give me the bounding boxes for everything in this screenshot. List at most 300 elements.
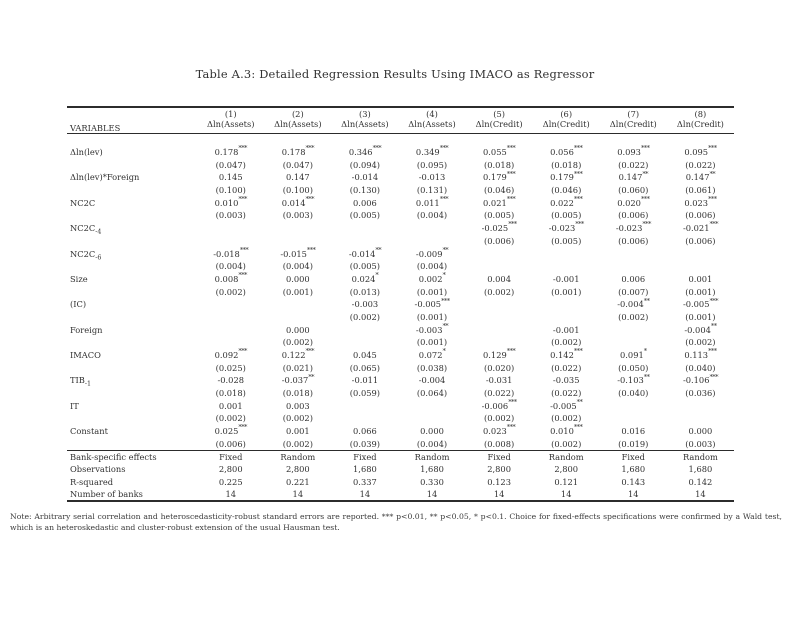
se-cell: (0.059) [349,388,381,399]
coef-cell: 0.000 [688,426,713,437]
se-cell [600,412,667,425]
column-dv-header: Δln(Assets) [197,119,264,133]
table-header [67,107,734,133]
se-cell: (0.002) [349,311,381,322]
variable-label: Size [70,273,88,284]
coef-cell: 0.014*** [281,195,314,208]
se-cell: (0.002) [282,337,313,348]
se-cell: (0.040) [685,362,716,373]
coef-cell: 0.016 [621,426,646,437]
se-cell: (0.005) [349,210,381,221]
stats-cell: 0.337 [353,477,377,488]
stats-cell: 0.225 [218,477,243,488]
column-number-header: (6) [560,109,573,119]
se-cell: (0.005) [349,261,381,272]
se-cell: (0.022) [551,388,582,399]
coef-cell [466,247,533,260]
coef-cell: 0.010*** [550,423,583,437]
stats-cell: 1,680 [420,464,444,475]
se-cell [331,336,398,349]
coef-cell: -0.023*** [615,220,651,234]
se-cell: (0.004) [416,261,448,272]
stats-cell: 0.221 [285,477,310,488]
stderr-row [67,311,734,324]
coef-cell: 0.092*** [214,347,247,361]
header-spacer-cell [67,107,197,119]
stats-cell: 0.123 [487,477,511,488]
stderr-label-spacer [67,361,197,374]
coef-cell: 0.023*** [684,195,717,208]
se-cell: (0.005) [551,210,582,221]
se-cell: (0.008) [483,438,515,449]
coef-cell [197,323,264,336]
se-cell: (0.065) [349,362,381,373]
se-cell [667,260,734,273]
coef-cell: -0.025*** [481,220,517,234]
variable-label: NC2C [70,197,96,208]
stats-cell: Fixed [466,450,533,463]
coef-cell: 0.021*** [483,195,516,208]
variable-label: IMACO [70,350,101,361]
coef-cell [197,222,264,235]
coef-cell: 0.002* [418,271,446,284]
coefficient-rows [67,133,734,450]
se-cell [466,260,533,273]
variable-row [67,323,734,336]
coef-cell [264,222,331,235]
se-cell [331,235,398,248]
se-cell: (0.001) [416,337,448,348]
coef-cell: 0.122*** [281,347,314,361]
variable-label: Δln(lev)*Foreign [70,172,140,183]
se-cell: (0.046) [483,185,515,196]
stats-cell: 0.142 [688,477,713,488]
se-cell: (0.018) [215,388,246,399]
stderr-row [67,387,734,400]
stats-cell: 0.330 [420,477,444,488]
se-cell: (0.003) [215,210,246,221]
coef-cell [533,298,600,311]
stderr-row [67,336,734,349]
coef-cell: -0.014 [351,172,379,183]
coef-cell [667,399,734,412]
variable-row [67,349,734,362]
column-number-header: (1) [224,109,237,119]
stats-row [67,450,734,463]
stats-cell: 0.143 [621,477,646,488]
coef-cell [667,247,734,260]
se-cell [466,311,533,324]
coef-cell: 0.147** [685,169,716,183]
se-cell: (0.022) [685,159,716,170]
coef-cell: -0.031 [485,375,513,386]
se-cell: (0.130) [349,185,381,196]
coef-cell: 0.145 [218,172,243,183]
coef-cell [533,247,600,260]
stats-cell: Fixed [600,450,667,463]
se-cell: (0.021) [282,362,313,373]
coef-cell [331,323,398,336]
coef-cell [331,399,398,412]
se-cell: (0.002) [685,337,716,348]
stats-cell: Random [533,450,600,463]
se-cell: (0.022) [618,159,649,170]
coef-cell: 0.113*** [684,347,717,361]
se-cell: (0.006) [215,438,246,449]
stderr-label-spacer [67,209,197,222]
se-cell [331,412,398,425]
column-number-row [67,107,734,119]
coef-cell: 0.066 [353,426,377,437]
variable-row [67,222,734,235]
se-cell: (0.013) [349,286,381,297]
coef-cell [466,298,533,311]
variable-label: Constant [70,426,108,437]
coef-cell: 0.129*** [483,347,516,361]
stderr-row [67,361,734,374]
stats-cell: 14 [225,489,237,500]
coef-cell: 0.001 [688,273,713,284]
coef-cell: -0.023*** [548,220,584,234]
se-cell: (0.019) [618,438,649,449]
variable-row [67,247,734,260]
se-cell [533,260,600,273]
se-cell [600,336,667,349]
spacer-cell [67,133,734,146]
se-cell: (0.001) [416,311,448,322]
se-cell [398,235,465,248]
regression-table [67,106,734,502]
se-cell: (0.018) [483,159,515,170]
coef-cell: 0.178*** [281,144,314,158]
se-cell: (0.001) [416,286,448,297]
coef-cell: 0.020*** [617,195,650,208]
se-cell: (0.040) [618,388,649,399]
coef-cell [197,298,264,311]
se-cell: (0.025) [215,362,246,373]
se-cell [667,412,734,425]
se-cell: (0.131) [416,185,448,196]
variable-label: Δln(lev) [70,147,103,158]
coef-cell: 0.095*** [684,144,717,158]
coef-cell: 0.010*** [214,195,247,208]
coef-cell: 0.178*** [214,144,247,158]
se-cell: (0.006) [483,235,515,246]
coef-cell: -0.003** [415,321,449,335]
stderr-label-spacer [67,184,197,197]
stats-label: R-squared [70,477,114,488]
coef-cell: 0.011*** [415,195,449,208]
se-cell [600,260,667,273]
se-cell: (0.002) [282,413,313,424]
column-dv-header: Δln(Credit) [533,119,600,133]
coef-cell: 0.179*** [483,169,516,183]
variable-row [67,146,734,159]
se-cell: (0.018) [282,388,313,399]
stats-cell: 14 [359,489,371,500]
se-cell: (0.020) [483,362,515,373]
coef-cell: 0.000 [285,273,310,284]
stderr-row [67,158,734,171]
coef-cell [600,399,667,412]
se-cell: (0.002) [215,413,246,424]
coef-cell: 0.056*** [550,144,583,158]
variable-label: $NC2C_{-4}$ [70,223,102,236]
stats-row [67,463,734,476]
variables-header: VARIABLES [67,119,197,133]
se-cell: (0.002) [483,413,515,424]
stderr-label-spacer [67,412,197,425]
se-cell: (0.100) [215,185,246,196]
coef-cell: 0.055*** [483,144,516,158]
stderr-row [67,438,734,451]
column-number-header: (3) [359,109,371,119]
se-cell: (0.005) [551,235,582,246]
se-cell: (0.004) [416,438,448,449]
variable-row [67,273,734,286]
spacer-row [67,133,734,146]
se-cell: (0.004) [416,210,448,221]
se-cell: (0.047) [282,159,313,170]
stats-cell: 14 [695,489,706,500]
coef-cell: 0.000 [285,324,310,335]
coef-cell: -0.021*** [682,220,718,234]
coef-cell: -0.006*** [481,398,517,411]
stderr-row [67,209,734,222]
column-number-header: (8) [694,109,707,119]
coef-cell: -0.014** [348,245,381,259]
column-number-header: (4) [426,109,438,119]
stderr-row [67,235,734,248]
stderr-row [67,260,734,273]
coef-cell: 0.142*** [550,347,583,361]
se-cell: (0.001) [685,311,716,322]
stderr-label-spacer [67,336,197,349]
stderr-row [67,285,734,298]
coef-cell: -0.015*** [280,245,316,259]
stderr-label-spacer [67,260,197,273]
column-dv-header: Δln(Credit) [466,119,533,133]
stats-cell: 14 [560,489,572,500]
coef-cell: -0.106*** [682,372,718,386]
coef-cell: 0.003 [285,400,310,411]
stats-label: Number of banks [70,489,143,500]
coef-cell: 0.006 [353,197,377,208]
se-cell: (0.022) [551,362,582,373]
coef-cell: 0.346*** [348,144,381,158]
coef-cell: 0.024* [351,271,379,284]
se-cell: (0.002) [282,438,313,449]
se-cell: (0.002) [551,337,582,348]
variable-row [67,298,734,311]
coef-cell: 0.072* [418,347,446,361]
column-number-header: (7) [627,109,640,119]
variable-label: (IC) [70,299,87,310]
column-dv-header: Δln(Credit) [667,119,734,133]
column-dv-header: Δln(Assets) [264,119,331,133]
se-cell: (0.004) [215,261,246,272]
se-cell [264,235,331,248]
se-cell: (0.036) [685,388,716,399]
variable-row [67,374,734,387]
coef-cell: 0.000 [420,426,444,437]
column-dv-header: Δln(Assets) [331,119,398,133]
stats-cell: 2,800 [285,464,310,475]
se-cell [466,336,533,349]
coef-cell: -0.035 [552,375,580,386]
coef-cell: -0.011 [351,375,379,386]
stats-row [67,489,734,502]
stats-cell: 2,800 [218,464,243,475]
coef-cell: -0.004** [617,296,650,310]
coef-cell [466,323,533,336]
stats-cell: 2,800 [487,464,511,475]
coef-cell: -0.009** [415,245,449,259]
coef-cell: -0.018*** [213,245,249,259]
se-cell: (0.046) [551,185,582,196]
stderr-label-spacer [67,311,197,324]
stats-cell: 1,680 [353,464,377,475]
se-cell: (0.006) [618,210,649,221]
se-cell: (0.002) [551,438,582,449]
se-cell: (0.094) [349,159,381,170]
se-cell: (0.001) [551,286,582,297]
coef-cell: 0.001 [285,426,310,437]
coef-cell [264,298,331,311]
coef-cell: 0.025*** [214,423,247,437]
coef-cell: 0.147 [285,172,310,183]
se-cell: (0.047) [215,159,246,170]
se-cell: (0.002) [618,311,649,322]
stats-cell: 0.121 [554,477,579,488]
coef-cell: -0.103** [617,372,650,386]
stats-cell: 14 [292,489,304,500]
se-cell [197,336,264,349]
stats-label: Bank-specific effects [67,450,197,463]
stats-cell: Random [264,450,331,463]
table-footnote: Note: Arbitrary serial correlation and heteroscedasticity-robust standard errors are reported. *** p<0.01, ** p<0.05, * p<0.1. Choice for fixed-effects specifications were confirmed by a Wald test, which is an heteroskedastic and cluster-robust extension of the usual Hausman test. [10,512,782,533]
se-cell: (0.064) [416,388,448,399]
coef-cell: -0.013 [418,172,446,183]
coef-cell: 0.349*** [415,144,449,158]
variable-label: $TIB_{-1}$ [70,375,92,389]
column-number-header: (2) [291,109,304,119]
se-cell [264,311,331,324]
stats-label: Observations [70,464,126,475]
variable-row [67,425,734,438]
coef-cell: -0.004** [684,321,717,335]
coef-cell: -0.004 [418,375,446,386]
se-cell: (0.038) [416,362,448,373]
coef-cell [600,247,667,260]
se-cell [197,235,264,248]
se-cell: (0.002) [551,413,582,424]
se-cell: (0.003) [685,438,716,449]
column-label-row [67,119,734,133]
se-cell: (0.050) [618,362,649,373]
se-cell: (0.095) [416,159,448,170]
coef-cell: -0.005*** [414,296,450,310]
stats-cell: 14 [426,489,438,500]
variable-row [67,196,734,209]
variable-label: Foreign [70,324,103,335]
se-cell: (0.001) [685,286,716,297]
coef-cell [331,222,398,235]
se-cell [533,311,600,324]
se-cell: (0.006) [685,235,716,246]
coef-cell: 0.093*** [617,144,650,158]
table-title: Table A.3: Detailed Regression Results Using IMACO as Regressor [195,67,595,81]
se-cell: (0.001) [282,286,313,297]
se-cell: (0.003) [282,210,313,221]
variable-label: IT [70,400,79,411]
stats-cell: 2,800 [554,464,579,475]
se-cell: (0.002) [215,286,246,297]
se-cell: (0.005) [483,210,515,221]
stderr-label-spacer [67,438,197,451]
coef-cell: -0.005** [550,398,583,411]
column-dv-header: Δln(Credit) [600,119,667,133]
se-cell: (0.007) [618,286,649,297]
coef-cell: -0.028 [217,375,245,386]
coef-cell: 0.023*** [483,423,516,437]
se-cell: (0.006) [618,235,649,246]
stats-cell: 14 [628,489,639,500]
stderr-label-spacer [67,235,197,248]
coef-cell: 0.022*** [550,195,583,208]
se-cell: (0.061) [685,185,716,196]
stats-row [67,476,734,489]
variable-row [67,171,734,184]
variable-label: $NC2C_{-6}$ [70,248,102,262]
se-cell [398,412,465,425]
coef-cell: -0.003 [351,299,379,310]
coef-cell: 0.001 [218,400,243,411]
stats-cell: 14 [493,489,505,500]
column-dv-header: Δln(Assets) [398,119,465,133]
se-cell: (0.004) [282,261,313,272]
se-cell: (0.100) [282,185,313,196]
coef-cell: 0.008*** [214,271,247,284]
coef-cell: 0.045 [353,350,377,361]
stats-cell: Random [398,450,465,463]
stats-cell: Fixed [197,450,264,463]
stats-cell: Fixed [331,450,398,463]
stats-rows [67,450,734,501]
se-cell: (0.002) [483,286,515,297]
coef-cell: 0.091* [620,347,647,361]
coef-cell [398,222,465,235]
coef-cell [398,399,465,412]
stderr-label-spacer [67,387,197,400]
se-cell: (0.018) [551,159,582,170]
se-cell: (0.022) [483,388,515,399]
coef-cell: -0.005*** [682,296,718,310]
se-cell: (0.060) [618,185,649,196]
coef-cell: 0.147** [618,169,648,183]
coef-cell: 0.179*** [550,169,583,183]
stderr-label-spacer [67,158,197,171]
stderr-row [67,184,734,197]
stats-cell: 1,680 [621,464,646,475]
coef-cell: -0.001 [552,324,580,335]
coef-cell: 0.004 [487,273,511,284]
coef-cell: -0.001 [552,273,580,284]
stderr-row [67,412,734,425]
se-cell: (0.006) [685,210,716,221]
se-cell [197,311,264,324]
stats-cell: Random [667,450,734,463]
